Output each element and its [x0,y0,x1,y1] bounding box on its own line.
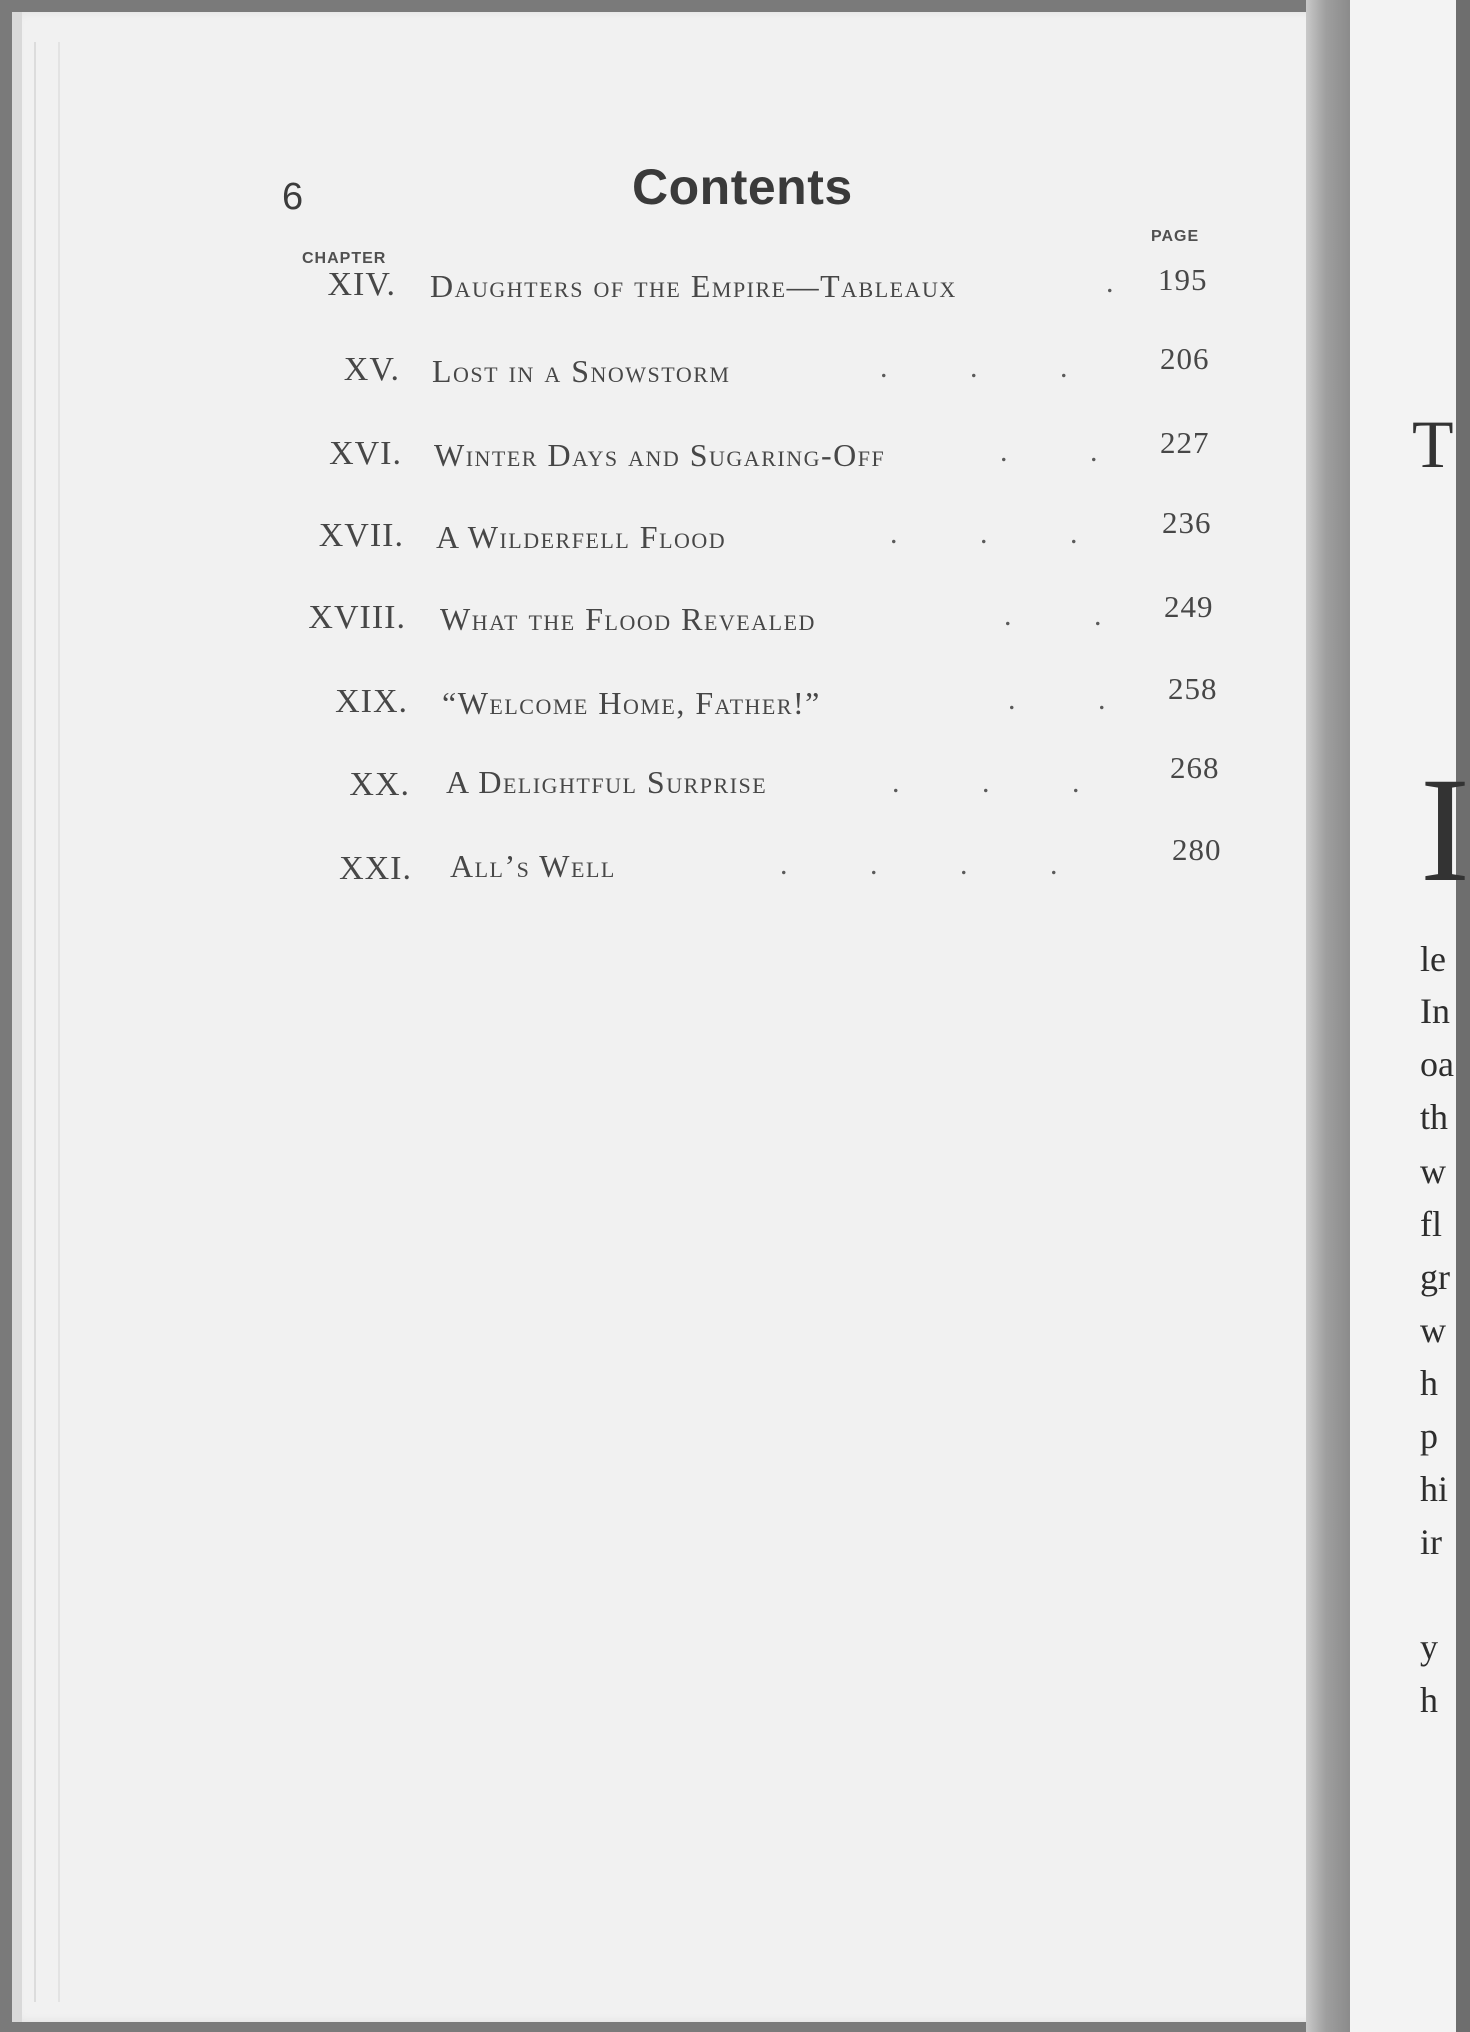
chapter-number: XXI. [339,850,412,887]
right-page-line-fragment: oa [1420,1044,1454,1084]
chapter-title: Winter Days and Sugaring-Off [434,437,886,473]
chapter-page: 236 [1162,505,1212,540]
right-page-line-fragment: p [1420,1416,1438,1456]
leader-dots: . . [1008,683,1106,716]
leader-dots: . . . [890,517,1078,550]
chapter-page: 258 [1168,671,1218,706]
toc-entry [0,832,1300,906]
chapter-title: “Welcome Home, Father!” [442,685,821,721]
chapter-title: All’s Well [450,848,616,884]
page-title: Contents [632,159,853,215]
chapter-title: A Wilderfell Flood [436,519,727,555]
chapter-page: 227 [1160,425,1210,460]
chapter-number: XVI. [329,435,402,472]
chapter-number: XVII. [318,517,404,554]
leader-dots: . . [1004,599,1102,632]
toc-entry [0,262,1300,322]
chapter-title: Daughters of the Empire—Tableaux [430,268,957,304]
chapter-page: 206 [1160,341,1210,376]
right-page-dropcap: I [1420,747,1470,913]
right-page-line-fragment: fl [1420,1204,1442,1244]
chapter-number: XV. [343,351,400,388]
chapter-number: XX. [349,766,410,803]
chapter-number: XVIII. [308,599,406,636]
right-page-line-fragment: h [1420,1363,1438,1403]
chapter-title: Lost in a Snowstorm [432,353,731,389]
toc-entry [0,425,1300,491]
chapter-page: 249 [1164,589,1214,624]
right-page-line-fragment: ir [1420,1522,1442,1562]
chapter-column-label: CHAPTER [302,250,387,267]
right-page-heading-fragment: T [1412,406,1454,482]
right-page-line-fragment: gr [1420,1257,1450,1297]
leader-dots: . . [1000,435,1098,468]
leader-dots: . . . . [780,848,1058,881]
leader-dots: . . . [892,766,1080,799]
chapter-title: What the Flood Revealed [440,601,816,637]
right-page-line-fragment: hi [1420,1469,1449,1509]
right-page-line-fragment: le [1420,939,1446,979]
right-page-line-fragment: w [1420,1310,1446,1350]
toc-entry [0,341,1300,407]
page-column-label: PAGE [1151,228,1200,245]
leader-dots: . . . [880,351,1068,384]
chapter-page: 280 [1172,832,1222,867]
right-page-line-fragment: th [1420,1097,1449,1137]
toc-entry [0,589,1300,655]
right-page-line-fragment: In [1420,991,1450,1031]
book-gutter [1306,0,1350,2032]
toc-entry [0,505,1300,573]
chapter-number: XIV. [327,266,396,303]
chapter-title: A Delightful Surprise [446,764,768,800]
right-page-line-fragment: w [1420,1151,1446,1191]
right-page-line-fragment: y [1420,1627,1438,1667]
chapter-page: 195 [1158,262,1208,297]
leader-dots: . [1106,266,1114,299]
right-page-line-fragment: h [1420,1680,1438,1720]
toc-entry [0,671,1300,739]
toc-entry [0,750,1300,822]
chapter-page: 268 [1170,750,1220,785]
chapter-number: XIX. [335,683,408,720]
page-edge-lines [34,42,60,2002]
page-number: 6 [282,176,304,218]
